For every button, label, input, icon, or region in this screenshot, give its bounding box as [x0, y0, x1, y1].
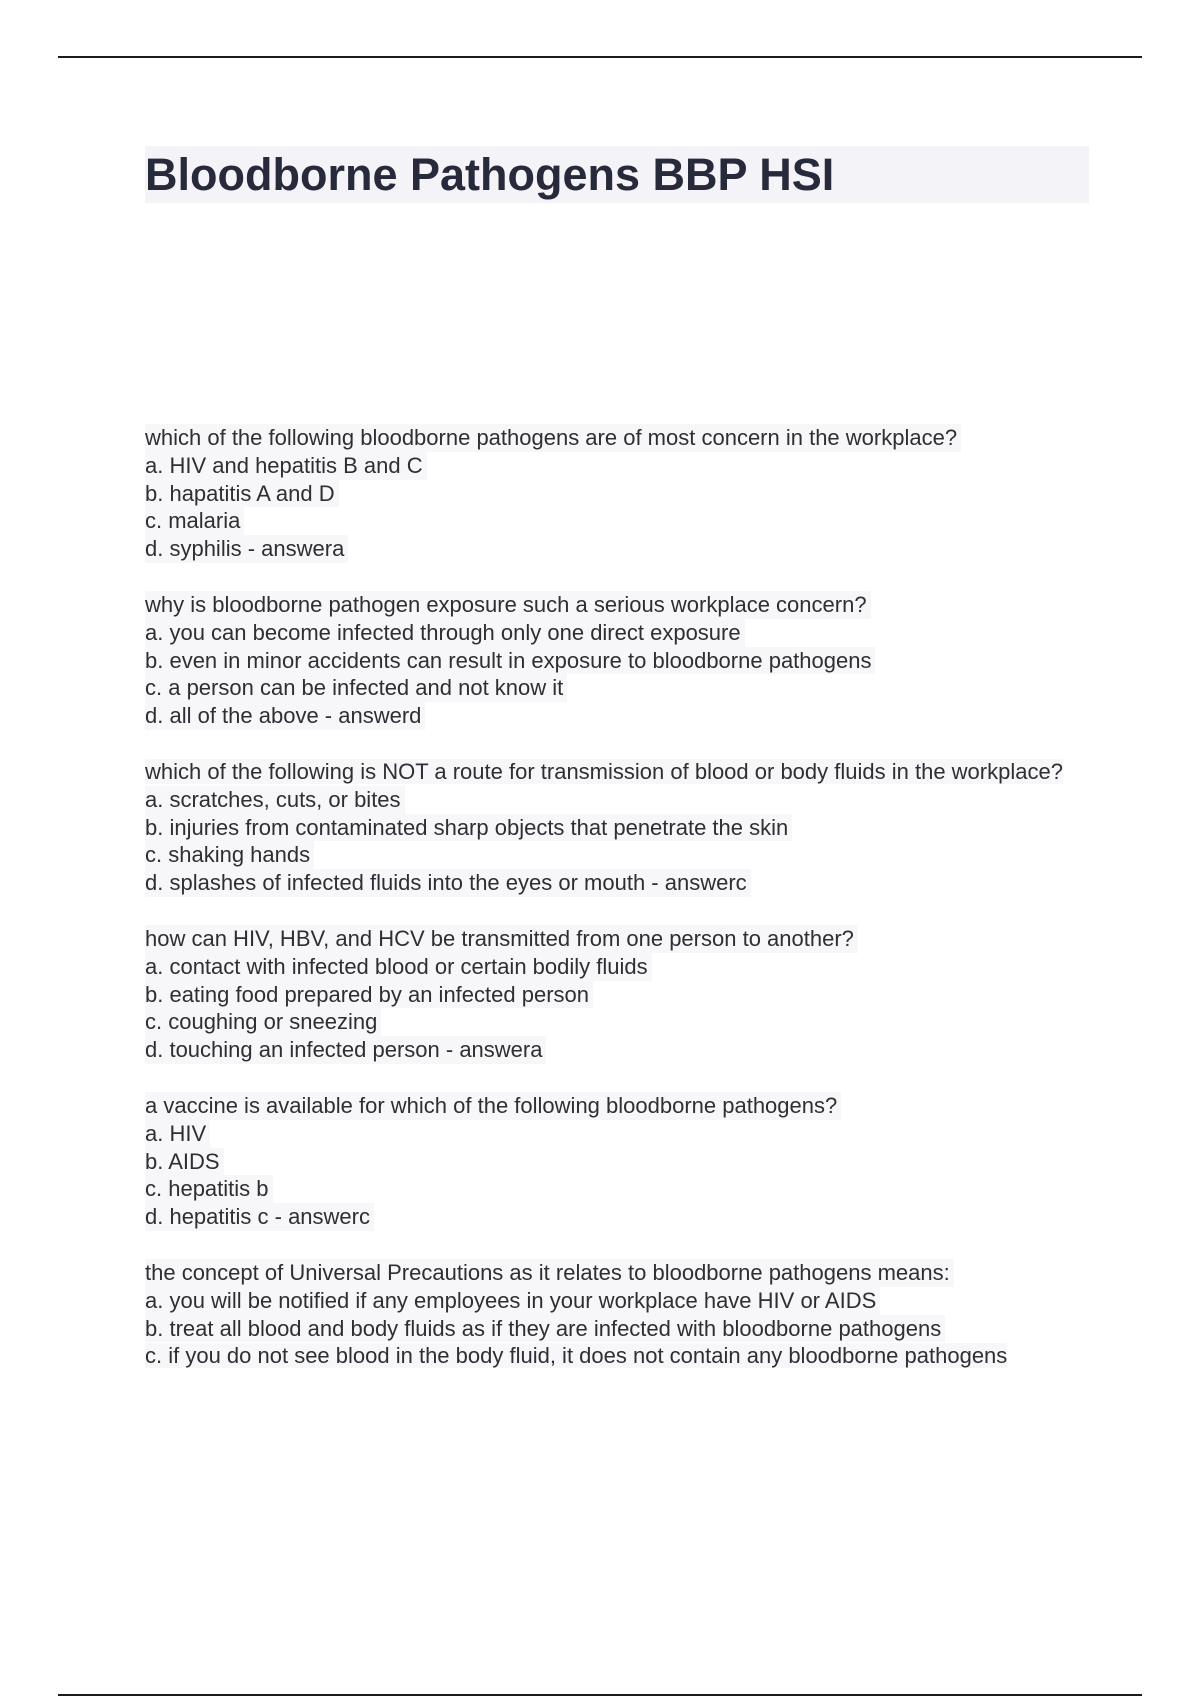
- question-text: how can HIV, HBV, and HCV be transmitted from one person to another?: [145, 925, 858, 953]
- question-block-6: [145, 1259, 1085, 1370]
- option-a: a. scratches, cuts, or bites: [145, 786, 405, 814]
- page-title: Bloodborne Pathogens BBP HSI: [145, 149, 835, 200]
- option-d: d. touching an infected person - answera: [145, 1036, 546, 1064]
- question-block-2: [145, 591, 1085, 730]
- option-a: a. you can become infected through only one direct exposure: [145, 619, 745, 647]
- question-block-5: [145, 1092, 1085, 1231]
- option-b: b. AIDS: [145, 1148, 224, 1176]
- option-c: c. hepatitis b: [145, 1175, 273, 1203]
- option-b: b. injuries from contaminated sharp objects that penetrate the skin: [145, 814, 792, 842]
- bottom-rule: [58, 1694, 1142, 1696]
- question-block-3: [145, 758, 1085, 897]
- option-c: c. shaking hands: [145, 841, 314, 869]
- option-a: a. HIV: [145, 1120, 210, 1148]
- option-d: d. syphilis - answera: [145, 535, 348, 563]
- question-text: the concept of Universal Precautions as it relates to bloodborne pathogens means:: [145, 1259, 954, 1287]
- option-d: d. splashes of infected fluids into the eyes or mouth - answerc: [145, 869, 751, 897]
- option-c: c. if you do not see blood in the body fluid, it does not contain any bloodborne pathogens: [145, 1343, 1008, 1369]
- top-rule: [58, 56, 1142, 58]
- option-d: d. hepatitis c - answerc: [145, 1203, 374, 1231]
- option-b: b. even in minor accidents can result in exposure to bloodborne pathogens: [145, 647, 875, 675]
- question-text: which of the following bloodborne pathogens are of most concern in the workplace?: [145, 424, 961, 452]
- option-b: b. eating food prepared by an infected person: [145, 981, 593, 1009]
- option-b: b. hapatitis A and D: [145, 480, 339, 508]
- option-d: d. all of the above - answerd: [145, 702, 425, 730]
- option-c-wrapped: [145, 1342, 1085, 1370]
- option-a: a. contact with infected blood or certain bodily fluids: [145, 953, 652, 981]
- question-text: why is bloodborne pathogen exposure such a serious workplace concern?: [145, 591, 871, 619]
- option-b: b. treat all blood and body fluids as if they are infected with bloodborne pathogens: [145, 1315, 945, 1343]
- title-block: [145, 146, 1089, 203]
- question-block-4: [145, 925, 1085, 1064]
- question-list: [145, 424, 1085, 1398]
- question-text-wrapped: [145, 758, 1085, 786]
- question-text: a vaccine is available for which of the following bloodborne pathogens?: [145, 1092, 841, 1120]
- option-a: a. HIV and hepatitis B and C: [145, 452, 427, 480]
- option-c: c. a person can be infected and not know it: [145, 674, 567, 702]
- question-text: which of the following is NOT a route for transmission of blood or body fluids in the workplace?: [145, 758, 1063, 784]
- question-block-1: [145, 424, 1085, 563]
- option-c: c. malaria: [145, 507, 244, 535]
- option-a: a. you will be notified if any employees in your workplace have HIV or AIDS: [145, 1287, 880, 1315]
- option-c: c. coughing or sneezing: [145, 1008, 381, 1036]
